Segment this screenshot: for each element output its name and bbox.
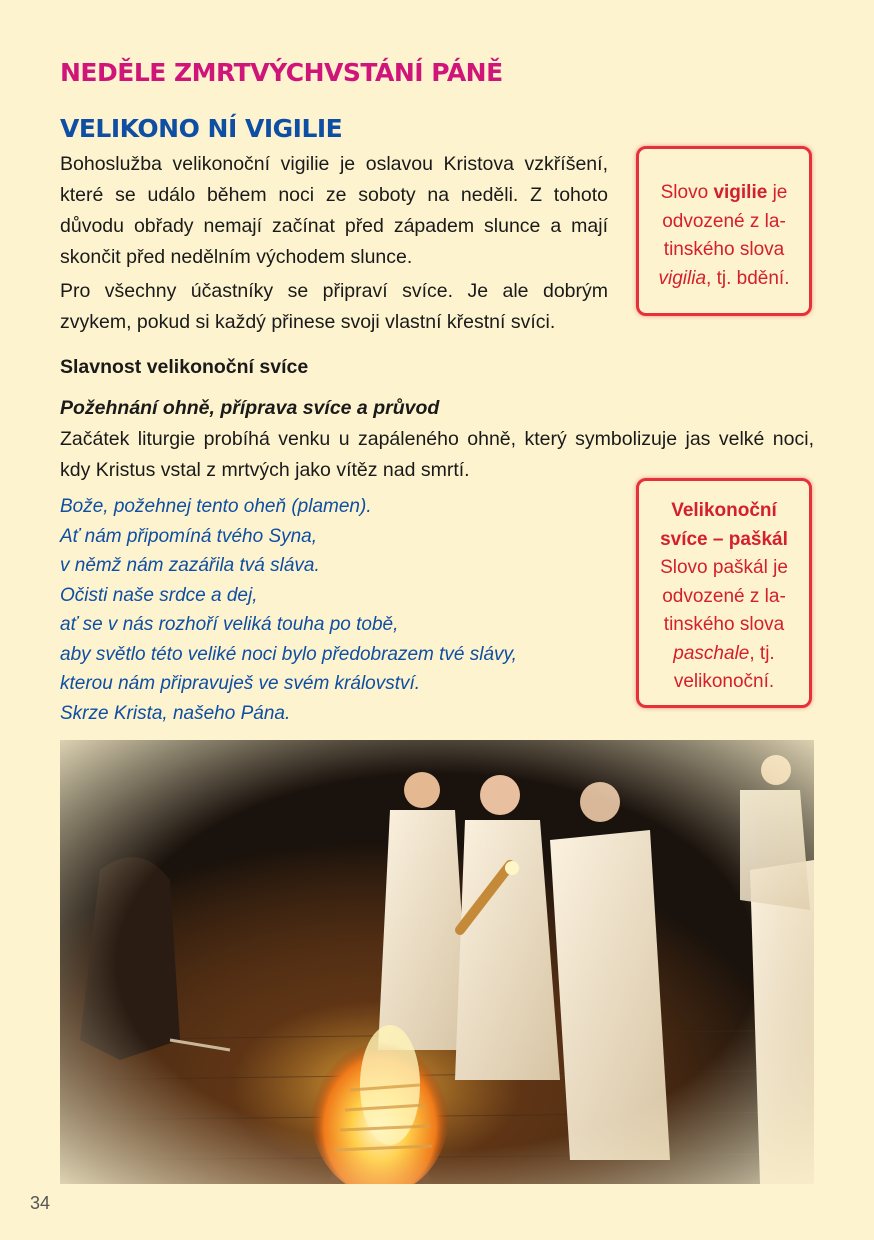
page-number: 34 (30, 1193, 51, 1213)
prayer-line: Očisti naše srdce a dej, (60, 584, 258, 606)
box-line: Slovo paškál je (660, 557, 788, 578)
prayer-line: v němž nám zazářila tvá sláva. (60, 555, 320, 576)
box-title: svíce – paškál (660, 528, 788, 550)
box-line: velikonoční. (673, 671, 775, 692)
box-term: vigilie (713, 182, 768, 203)
box-line: odvozené z la- (662, 210, 786, 232)
page-title: NEDĚLE ZMRTVÝCHVSTÁNÍ PÁNĚ (60, 58, 503, 87)
box-line: odvozené z la- (662, 585, 786, 607)
paskal-definition-box (636, 478, 812, 708)
right-figure-head (761, 755, 791, 785)
box-line (639, 265, 809, 294)
box-line (639, 640, 809, 669)
easter-fire-photo (60, 740, 814, 1184)
candle-flame (505, 861, 519, 875)
photo-illustration (60, 740, 814, 1184)
box-text: , tj. bdění. (706, 267, 790, 289)
prayer (60, 492, 517, 728)
box-text: , tj. (749, 642, 775, 664)
prayer-line: kterou nám připravuješ ve svém království. (60, 673, 421, 694)
prayer-line: ať se v nás rozhoří veliká touha po tobě, (60, 614, 399, 635)
subheading-italic: Požehnání ohně, příprava svíce a průvod (60, 397, 440, 419)
background-figure (740, 790, 810, 910)
prayer-line: Skrze Krista, našeho Pána. (60, 702, 291, 724)
celebrant-head (580, 782, 620, 822)
liturgy-paragraph: Začátek liturgie probíhá venku u zapáleného ohně, který symbolizuje jas velké noci, kdy Kristus vstal z mrtvých jako vítěz nad smrtí. (60, 428, 814, 481)
celebrant-robe (550, 830, 670, 1160)
box-line: tinského slova (663, 239, 785, 260)
box-line (639, 179, 809, 208)
box-text: Slovo (660, 182, 714, 203)
prayer-line: aby světlo této veliké noci bylo předobrazem tvé slávy, (60, 643, 517, 665)
box-latin: paschale (673, 642, 750, 664)
box-text: je (767, 182, 788, 203)
section-title: VELIKONO NÍ VIGILIE (60, 114, 343, 143)
box-latin: vigilia (658, 267, 707, 289)
box-title: Velikonoční (671, 500, 777, 521)
priest-head (480, 775, 520, 815)
box-line: tinského slova (663, 614, 785, 635)
intro-paragraph: Bohoslužba velikonoční vigilie je oslavou Kristova vzkříšení, které se událo během noci ze soboty na neděli. Z tohoto důvodu obřady nemají začínat před západem slunce a mají skončit před nedělním východem slunce. (60, 153, 608, 268)
prayer-line: Ať nám připomíná tvého Syna, (60, 525, 318, 547)
vigilie-definition-box (636, 146, 812, 316)
server-head (404, 772, 440, 808)
subheading: Slavnost velikonoční svíce (60, 356, 309, 378)
prayer-line: Bože, požehnej tento oheň (plamen). (60, 496, 372, 517)
candle-paragraph: Pro všechny účastníky se připraví svíce. Je ale dobrým zvykem, pokud si každý přinese svoji vlastní křestní svíci. (60, 280, 608, 333)
